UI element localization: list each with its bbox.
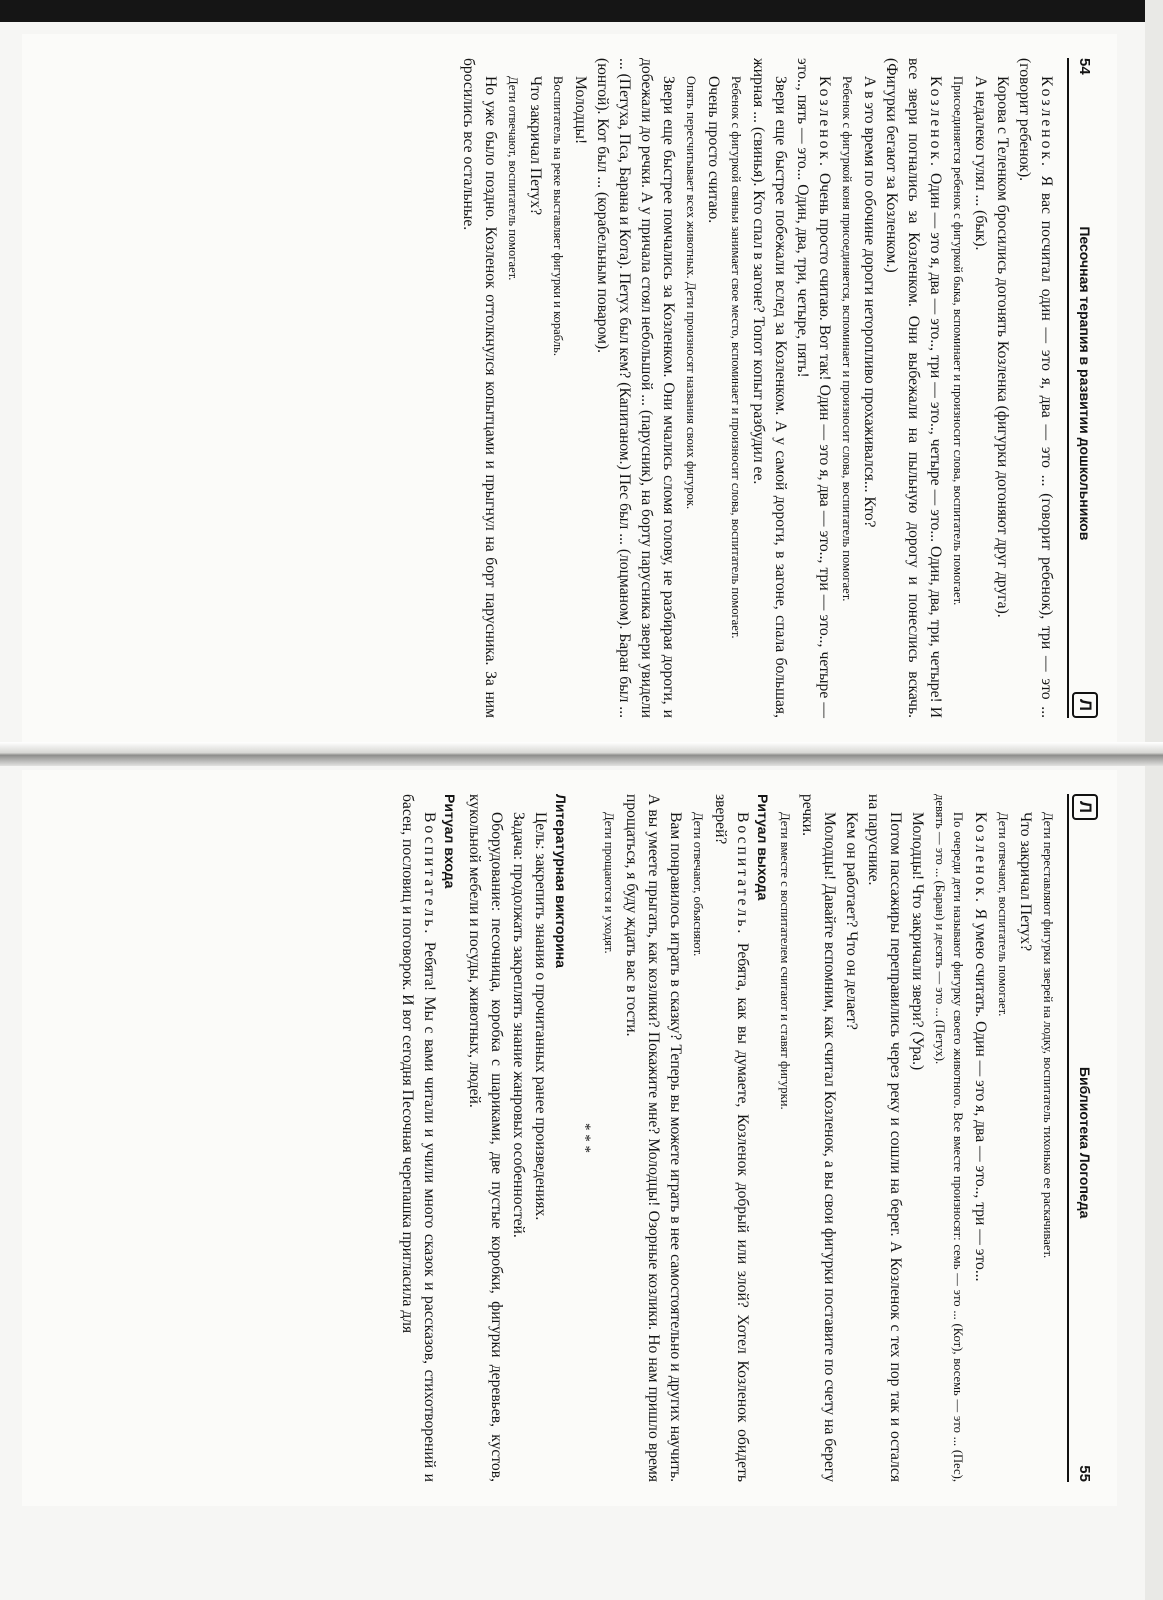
paragraph-text: Цель: закрепить знания о прочитанных ранее произведениях. [532,812,549,1221]
paragraph-text: Я умею считать. Один — это я, два — это.., три — это... [972,904,989,1282]
page-54-rotated [22,34,1117,742]
paragraph [396,794,440,1482]
page-55 [22,770,1117,1506]
speaker-name: Воспитатель. [734,812,751,937]
stage-direction [727,58,745,718]
speaker-name: Козленок. [927,76,944,169]
section-badge: Л [1072,692,1098,718]
paragraph-text: Литературная викторина [553,794,569,968]
running-title: Библиотека Логопеда [1077,1066,1093,1219]
paragraph-text: Что закричал Петух? [527,76,544,216]
paragraph [457,58,501,718]
paragraph-text: А недалеко гулял ... (бык). [972,76,989,251]
stage-direction [838,58,856,718]
scan-right-margin [1145,0,1163,1600]
paragraph-text: По очереди дети называют фигурку своего животного. Все вместе произносят: семь — это ... (Кот), восемь — это ... (Пес), девять — это ... (Баран) и десять — это ... (Петух). [933,794,965,1482]
paragraph-text: Молодцы! Что закричали звери? (Ура.) [909,812,926,1071]
section-heading [442,794,458,1482]
speaker-name: Козленок. [972,812,989,905]
paragraph-text: Ребята! Мы с вами читали и учили много сказок и рассказов, стихотворений и басен, пословиц и поговорок. И вот сегодня Песочная черепашка пригласила для [399,794,438,1482]
paragraph-text: Я вас посчитал один — это я, два — это ... (говорит ребенок), три — это ... (говорит ребенок). [1016,58,1055,718]
stage-direction [689,794,707,1482]
paragraph-text: Звери еще быстрее помчались за Козленком. Они мчались сломя голову, не разбирая дороги, и добежали до речки. А у причала стоял небольшой ... (парусник), на борту парусника звери увидели ... (Петуха, Пса, Барана и Кота). Петух был кем? (Капитаном.) Пес был ... (лоцманом). Баран был ... (юнгой). Кот был ... (корабельным поваром). [594,58,677,718]
paragraph [463,794,507,1482]
paragraph [969,794,991,1482]
page-54-body [457,58,1057,718]
paragraph [702,58,724,718]
paragraph [969,58,991,718]
book-fold [0,742,1163,766]
stage-direction [994,794,1012,1482]
paragraph-text: Дети отвечают, объясняют. [691,812,705,957]
page-number: 54 [1076,58,1094,75]
paragraph-text: Дети отвечают, воспитатель помогает. [996,812,1010,1017]
paragraph [1014,794,1036,1482]
paragraph-text: Потом пассажиры переправились через реку и сошли на берег. А Козленок с тех пор так и остался на паруснике. [865,794,904,1482]
paragraph-text: Вам понравилось играть в сказку? Теперь вы можете играть в нее самостоятельно и других научить. А вы умеете прыгать, как козлики? Покажите мне? Молодцы! Озорные козлики. Но нам пришло время прощаться, я буду ждать вас в гости. [623,794,684,1482]
paragraph-text: Дети вместе с воспитателем считают и ставят фигурки. [778,812,792,1110]
paragraph-text: Воспитатель на реке выставляет фигурки и корабль. [551,76,565,357]
page-55-rotated [22,770,1117,1506]
speaker-name: Воспитатель. [421,812,438,937]
stage-direction [949,58,967,718]
stage-direction [600,794,618,1482]
section-heading [755,794,771,1482]
paragraph [906,794,928,1482]
paragraph-text: Очень просто считаю. Вот так! Один — это я, два — это.., три — это.., четыре — это.., пять — это... Один, два, три, четыре, пять! [794,58,833,718]
paragraph-text: Дети прощаются и уходят. [602,812,616,954]
paragraph-text: Оборудование: песочница, коробка с шариками, две пустые коробки, фигурки деревьев, кустов, кукольной мебели и посуды, животных, людей. [466,794,505,1482]
stage-direction [504,58,522,718]
section-heading [553,794,569,1482]
paragraph-text: Ребенок с фигуркой свиньи занимает свое место, вспоминает и произносит слова, воспитатель помогает. [729,76,743,639]
paragraph [529,794,551,1482]
paragraph [569,58,591,718]
page-55-header [1067,794,1099,1482]
paragraph-text: Ребенок с фигуркой коня присоединяется, вспоминает и произносит слова, воспитатель помогает. [840,76,854,602]
running-title: Песочная терапия в развитии дошкольников [1077,226,1093,541]
paragraph-text: Присоединяется ребенок с фигуркой быка, вспоминает и произносит слова, воспитатель помогает. [951,76,965,606]
paragraph-text: Опять пересчитывает всех животных. Дети произносят названия своих фигурок. [684,76,698,510]
paragraph [709,794,753,1482]
speaker-name: Козленок. [1038,76,1055,169]
paragraph-text: Молодцы! Давайте вспомним, как считал Козленок, а вы свои фигурки поставите по счету на берегу речки. [799,794,838,1482]
page-54 [22,34,1117,742]
paragraph [796,794,840,1482]
paragraph-text: Что закричал Петух? [1017,812,1034,952]
paragraph-text: Дети отвечают, воспитатель помогает. [506,76,520,281]
paragraph [862,794,906,1482]
paragraph [840,794,862,1482]
paragraph-text: Дети переставляют фигурки зверей на лодку, воспитатель тихонько ее раскачивает. [1041,812,1055,1259]
stage-direction [931,794,967,1482]
paragraph [620,794,686,1482]
paragraph-text: Корова с Теленком бросились догонять Козленка (фигурки догоняют друг друга). [994,76,1011,618]
paragraph-text: А в это время по обочине дороги неторопливо прохаживался... Кто? [861,76,878,528]
paragraph [524,58,546,718]
speaker-name: Козленок. [816,76,833,169]
page-number: 55 [1076,1465,1094,1482]
paragraph [1013,58,1057,718]
paragraph-text: Очень просто считаю. [705,76,722,224]
paragraph-text: * * * [577,1123,593,1153]
section-divider [574,794,596,1482]
paragraph-text: Молодцы! [572,76,589,145]
paragraph-text: Ребята, как вы думаете, Козленок добрый или злой? Хотел Козленок обидеть зверей? [712,794,751,1482]
paragraph-text: Один — это я, два — это.., три — это.., четыре — это... Один, два, три, четыре! И все звери погнались за Козленком. Они выбежали на пыльную дорогу и понеслись вскачь. (Фигурки бегают за Козленком.) [883,58,944,718]
paragraph-text: Задача: продолжать закреплять знание жанровых особенностей. [510,812,527,1238]
paragraph-text: Ритуал входа [442,794,458,889]
paragraph-text: Ритуал выхода [755,794,771,901]
paragraph [747,58,791,718]
stage-direction [776,794,794,1482]
stage-direction [682,58,700,718]
stage-direction [549,58,567,718]
paragraph-text: Звери еще быстрее побежали вслед за Козленком. А у самой дороги, в загоне, спала большая, жирная ... (свинья). Кто спал в загоне? Топот копыт разбудил ее. [750,58,789,718]
paragraph [791,58,835,718]
paragraph [858,58,880,718]
page-55-body [396,794,1057,1482]
paragraph-text: Кем он работает? Что он делает? [843,812,860,1030]
stage-direction [1039,794,1057,1482]
section-badge: Л [1072,794,1098,820]
scan-edge-strip [0,0,1163,22]
page-54-header [1067,58,1099,718]
paragraph [880,58,946,718]
paragraph [991,58,1013,718]
paragraph [591,58,679,718]
paragraph [507,794,529,1482]
paragraph-text: Но уже было поздно. Козленок оттолкнулся копытцами и прыгнул на борт парусника. За ним бросились все остальные. [460,58,499,718]
